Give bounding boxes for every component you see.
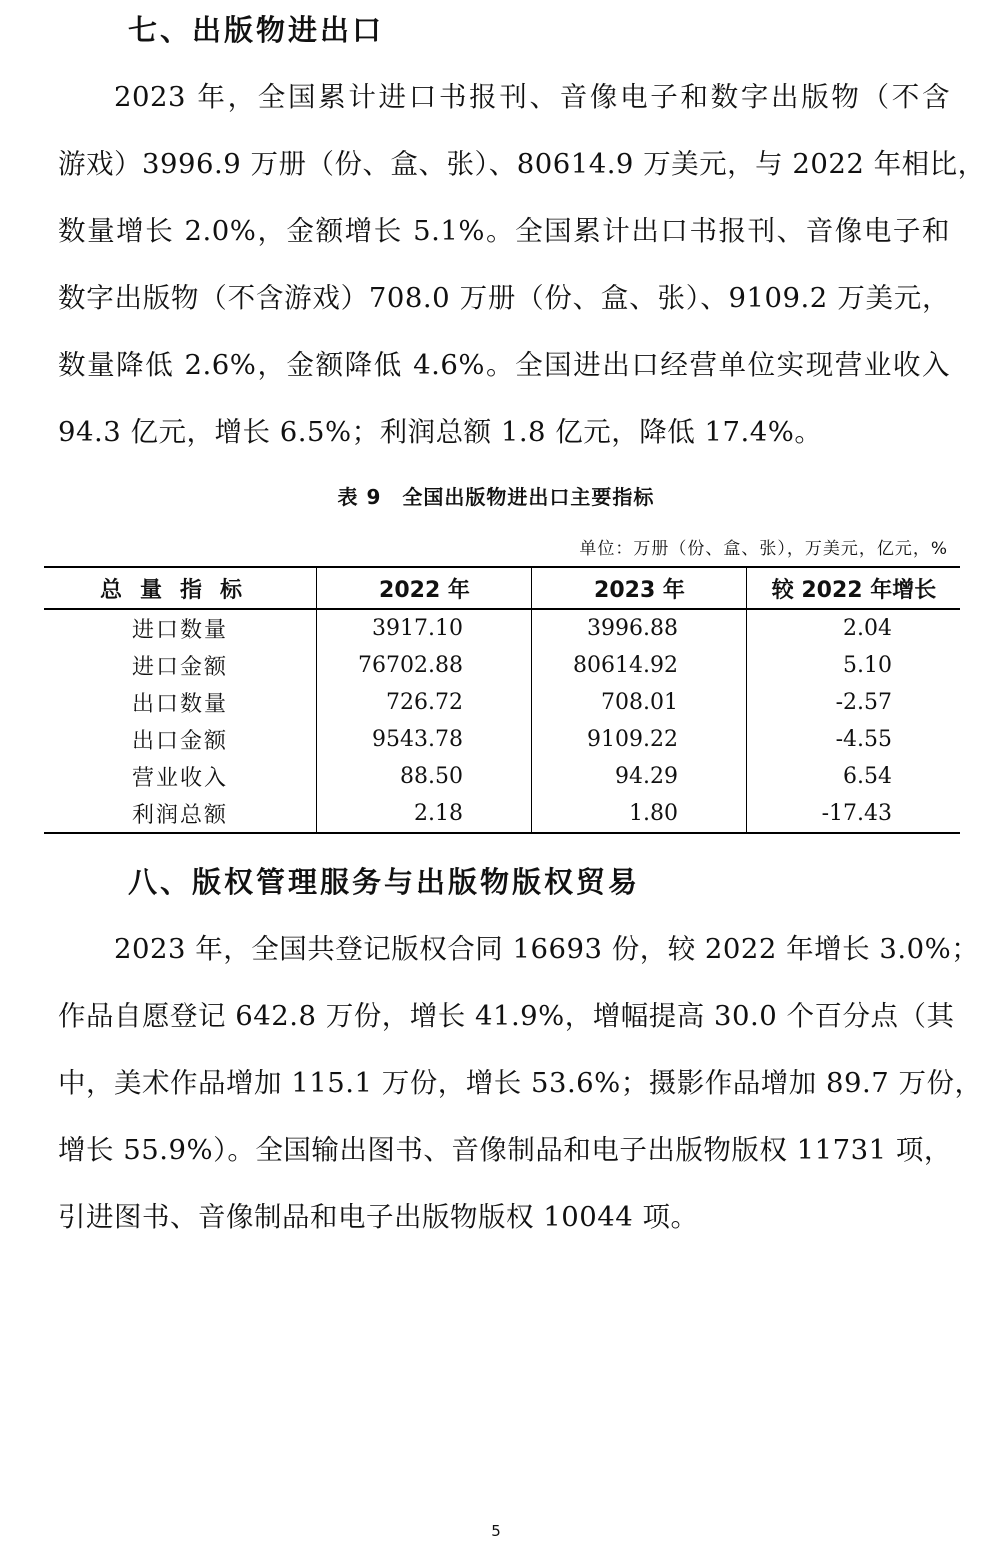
value-2022: 2.18: [317, 795, 532, 833]
paragraph-line: 游戏）3996.9 万册（份、盒、张）、80614.9 万美元，与 2022 年相比，: [58, 148, 986, 180]
paragraph-line: 数量降低 2.6%，金额降低 4.6%。全国进出口经营单位实现营业收入: [58, 349, 950, 381]
value-growth: 2.04: [747, 609, 961, 647]
value-2022: 88.50: [317, 758, 532, 795]
paragraph-line: 数字出版物（不含游戏）708.0 万册（份、盒、张）、9109.2 万美元，: [58, 282, 950, 314]
value-growth: 6.54: [747, 758, 961, 795]
value-growth: -17.43: [747, 795, 961, 833]
section-7-paragraph: [58, 64, 986, 466]
value-2023: 708.01: [532, 684, 747, 721]
table-row: [44, 647, 960, 684]
paragraph-line: 94.3 亿元，增长 6.5%；利润总额 1.8 亿元，降低 17.4%。: [58, 416, 823, 448]
value-2023: 3996.88: [532, 609, 747, 647]
paragraph-line: 作品自愿登记 642.8 万份，增长 41.9%，增幅提高 30.0 个百分点（其: [58, 1000, 955, 1032]
table-row: [44, 721, 960, 758]
header-growth: 较 2022 年增长: [747, 567, 961, 609]
row-label: 出口数量: [132, 692, 229, 717]
indicators-table: [44, 566, 960, 834]
value-2022: 3917.10: [317, 609, 532, 647]
page-number: 5: [491, 1522, 501, 1540]
paragraph-line: 数量增长 2.0%，金额增长 5.1%。全国累计出口书报刊、音像电子和: [58, 215, 950, 247]
value-2022: 76702.88: [317, 647, 532, 684]
value-2023: 9109.22: [532, 721, 747, 758]
row-label: 出口金额: [132, 729, 229, 754]
table-caption: 表 9 全国出版物进出口主要指标: [337, 485, 655, 509]
value-2022: 726.72: [317, 684, 532, 721]
row-label: 进口数量: [132, 618, 229, 643]
value-growth: -2.57: [747, 684, 961, 721]
table-row: [44, 795, 960, 833]
header-indicator: 总量指标: [44, 567, 317, 609]
value-2023: 94.29: [532, 758, 747, 795]
value-growth: -4.55: [747, 721, 961, 758]
value-2022: 9543.78: [317, 721, 532, 758]
table-row: [44, 758, 960, 795]
paragraph-line: 中，美术作品增加 115.1 万份，增长 53.6%；摄影作品增加 89.7 万份，: [58, 1067, 983, 1099]
table-unit-note: 单位：万册（份、盒、张），万美元，亿元，%: [579, 539, 948, 559]
row-label: 营业收入: [132, 766, 229, 791]
header-2022: 2022 年: [317, 567, 532, 609]
table-header-row: [44, 567, 960, 609]
paragraph-line: 2023 年，全国共登记版权合同 16693 份，较 2022 年增长 3.0%；: [114, 933, 980, 965]
row-label: 利润总额: [44, 795, 317, 833]
paragraph-line: 增长 55.9%）。全国输出图书、音像制品和电子出版物版权 11731 项，: [58, 1134, 952, 1166]
value-2023: 80614.92: [532, 647, 747, 684]
paragraph-line: 引进图书、音像制品和电子出版物版权 10044 项。: [58, 1201, 699, 1233]
header-2023: 2023 年: [532, 567, 747, 609]
table-row: [44, 684, 960, 721]
section-8-paragraph: [58, 916, 983, 1251]
value-2023: 1.80: [532, 795, 747, 833]
section-8-heading: 八、版权管理服务与出版物版权贸易: [128, 865, 641, 899]
paragraph-line: 2023 年，全国累计进口书报刊、音像电子和数字出版物（不含: [114, 81, 950, 113]
row-label: 进口金额: [132, 655, 229, 680]
value-growth: 5.10: [747, 647, 961, 684]
section-7-heading: 七、出版物进出口: [128, 13, 385, 47]
table-row: [44, 609, 960, 647]
